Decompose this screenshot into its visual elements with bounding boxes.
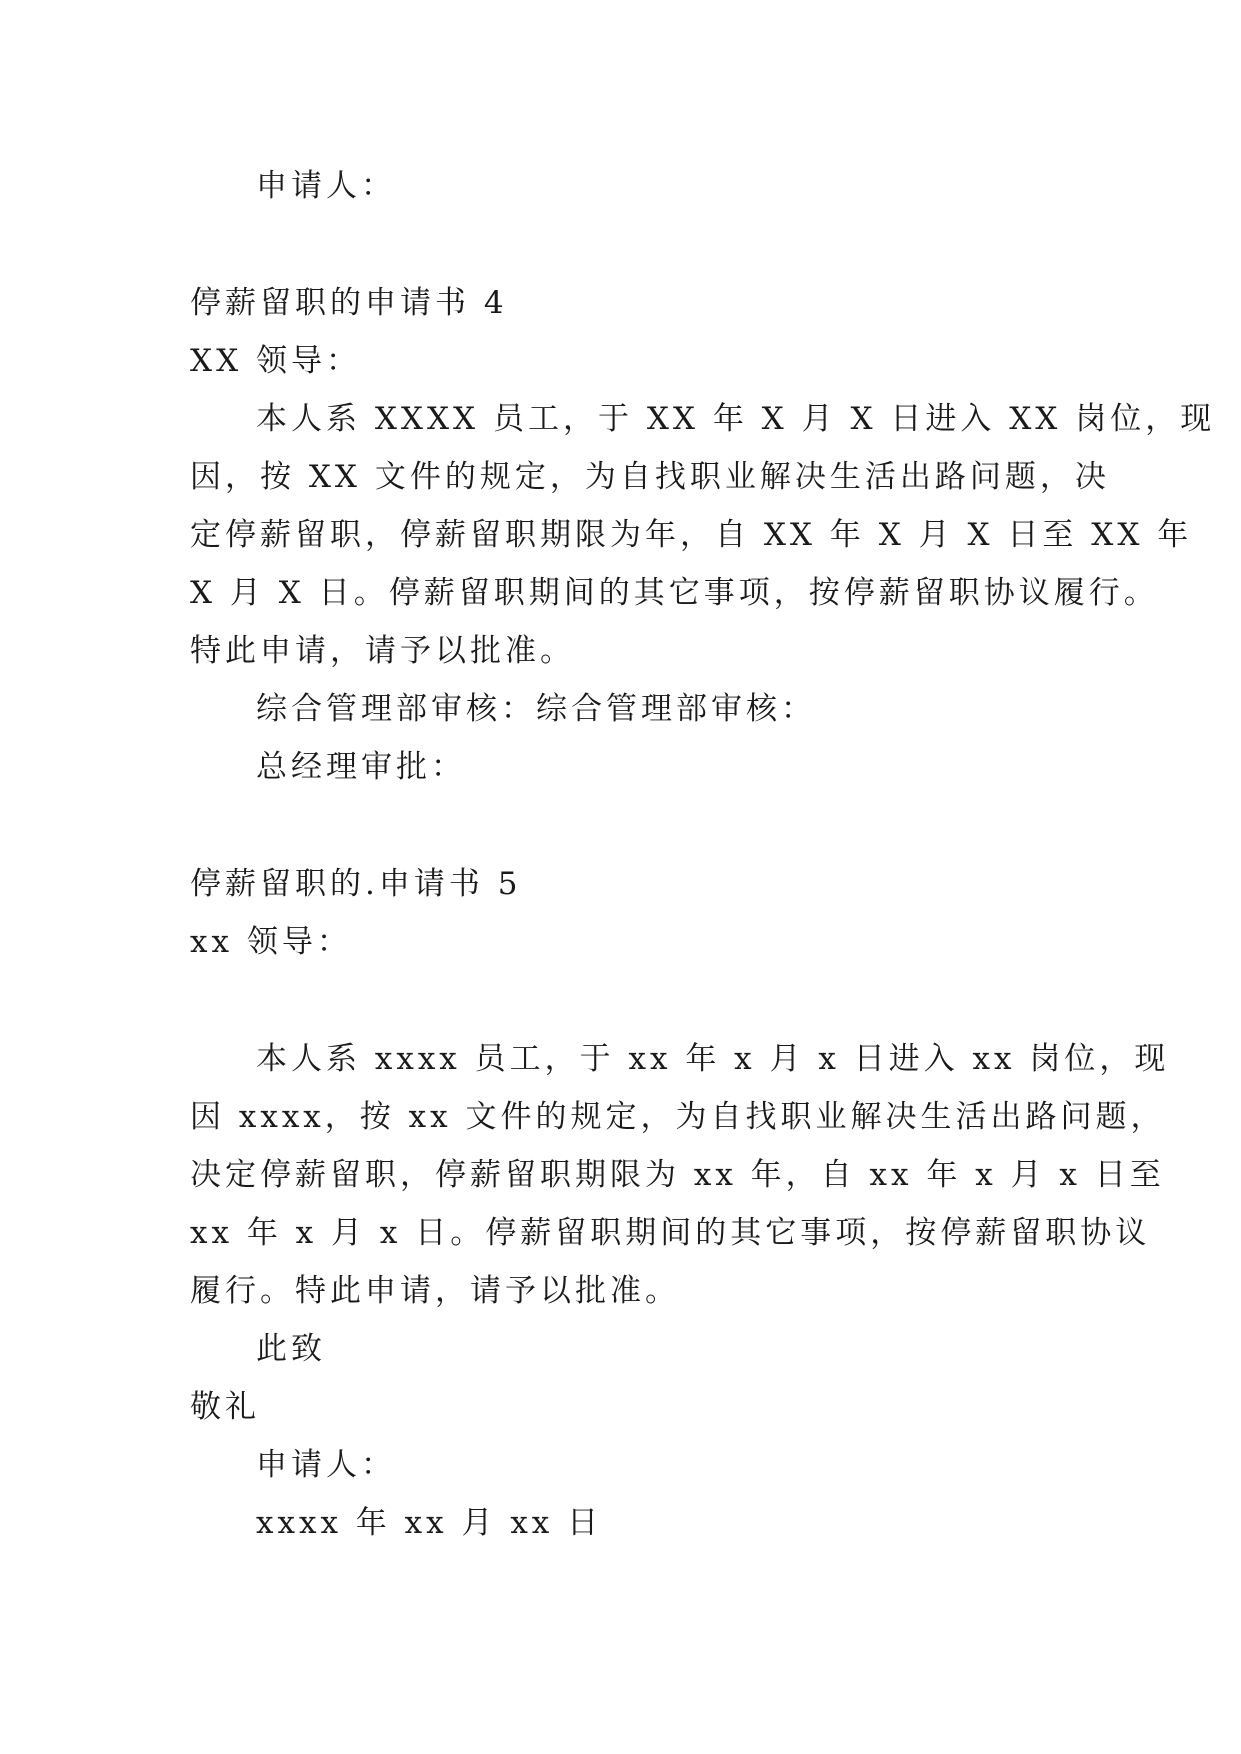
section-5-title: 停薪留职的.申请书 5 (190, 866, 522, 902)
section-5-body-line: 决定停薪留职，停薪留职期限为 xx 年，自 xx 年 x 月 x 日至 (190, 1157, 1165, 1193)
section-4-body-line: 本人系 XXXX 员工，于 XX 年 X 月 X 日进入 XX 岗位，现 (256, 401, 1216, 437)
section-4-body-line: 因，按 XX 文件的规定，为自找职业解决生活出路问题，决 (190, 459, 1110, 495)
section-4-body-line: 定停薪留职，停薪留职期限为年，自 XX 年 X 月 X 日至 XX 年 (190, 517, 1193, 553)
section-5-applicant-label: 申请人： (256, 1447, 396, 1483)
closing-jingli: 敬礼 (190, 1389, 260, 1425)
section-4-title: 停薪留职的申请书 4 (190, 285, 508, 321)
section-5-body-line: 履行。特此申请，请予以批准。 (190, 1273, 680, 1309)
section-5-body-line: 因 xxxx，按 xx 文件的规定，为自找职业解决生活出路问题， (190, 1099, 1166, 1135)
section-5-salutation: xx 领导： (190, 924, 352, 960)
section-5-body-line: xx 年 x 月 x 日。停薪留职期间的其它事项，按停薪留职协议 (190, 1215, 1151, 1251)
section-5-date: xxxx 年 xx 月 xx 日 (256, 1505, 603, 1541)
applicant-label: 申请人： (256, 168, 396, 204)
section-4-body-line: X 月 X 日。停薪留职期间的其它事项，按停薪留职协议履行。 (190, 575, 1159, 611)
closing-cizhi: 此致 (256, 1331, 326, 1367)
section-4-gm-approval: 总经理审批： (256, 749, 466, 785)
section-4-salutation: XX 领导： (190, 343, 361, 379)
section-5-body-line: 本人系 xxxx 员工，于 xx 年 x 月 x 日进入 xx 岗位，现 (256, 1041, 1170, 1077)
section-4-review-line: 综合管理部审核：综合管理部审核： (256, 691, 816, 727)
section-4-body-line: 特此申请，请予以批准。 (190, 633, 575, 669)
